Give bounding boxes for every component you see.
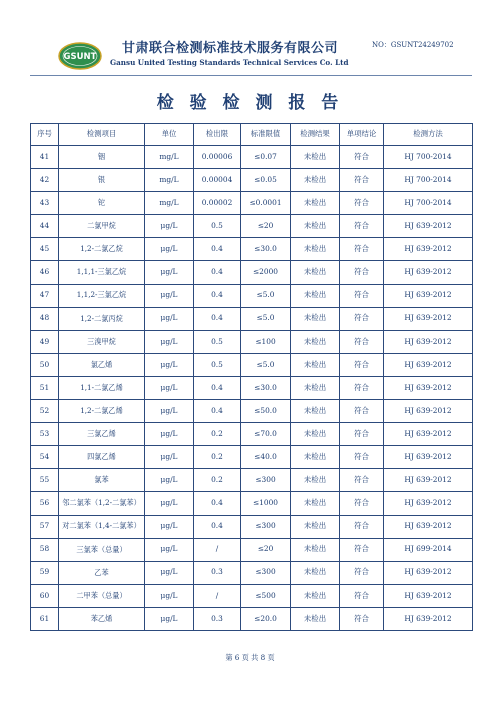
cell-item: 四氯乙烯 xyxy=(59,446,145,469)
column-header-limit: 检出限 xyxy=(194,124,241,146)
cell-unit: μg/L xyxy=(145,215,194,238)
cell-unit: μg/L xyxy=(145,469,194,492)
cell-no: 48 xyxy=(31,307,59,330)
cell-unit: μg/L xyxy=(145,607,194,630)
cell-item: 1,1,2-三氯乙烷 xyxy=(59,284,145,307)
cell-method: HJ 639-2012 xyxy=(384,400,473,423)
cell-result: 未检出 xyxy=(291,515,340,538)
cell-conclusion: 符合 xyxy=(340,469,384,492)
cell-result: 未检出 xyxy=(291,307,340,330)
cell-method: HJ 639-2012 xyxy=(384,469,473,492)
cell-unit: μg/L xyxy=(145,330,194,353)
cell-item: 1,2-二氯乙烯 xyxy=(59,400,145,423)
cell-no: 58 xyxy=(31,538,59,561)
cell-no: 45 xyxy=(31,238,59,261)
column-header-result: 检测结果 xyxy=(291,124,340,146)
table-row xyxy=(31,515,473,538)
cell-limit: 0.4 xyxy=(194,400,241,423)
column-header-unit: 单位 xyxy=(145,124,194,146)
logo-text: GSUNT xyxy=(63,52,97,62)
cell-item: 铟 xyxy=(59,146,145,169)
cell-limit: 0.4 xyxy=(194,492,241,515)
company-name-english: Gansu United Testing Standards Technical Services Co. Ltd xyxy=(110,58,349,67)
cell-conclusion: 符合 xyxy=(340,607,384,630)
column-header-method: 检测方法 xyxy=(384,124,473,146)
cell-standard: ≤5.0 xyxy=(241,307,291,330)
cell-no: 60 xyxy=(31,584,59,607)
table-row xyxy=(31,446,473,469)
cell-unit: μg/L xyxy=(145,284,194,307)
cell-limit: 0.5 xyxy=(194,330,241,353)
cell-item: 铊 xyxy=(59,192,145,215)
document-title: 检 验 检 测 报 告 xyxy=(156,93,344,113)
cell-no: 54 xyxy=(31,446,59,469)
results-table xyxy=(30,123,473,631)
table-row xyxy=(31,215,473,238)
cell-conclusion: 符合 xyxy=(340,376,384,399)
table-row xyxy=(31,307,473,330)
cell-conclusion: 符合 xyxy=(340,284,384,307)
cell-conclusion: 符合 xyxy=(340,330,384,353)
table-row xyxy=(31,146,473,169)
cell-result: 未检出 xyxy=(291,146,340,169)
cell-standard: ≤20 xyxy=(241,215,291,238)
cell-standard: ≤30.0 xyxy=(241,376,291,399)
cell-limit: 0.4 xyxy=(194,515,241,538)
cell-result: 未检出 xyxy=(291,446,340,469)
cell-result: 未检出 xyxy=(291,261,340,284)
cell-unit: μg/L xyxy=(145,538,194,561)
cell-standard: ≤300 xyxy=(241,469,291,492)
cell-limit: 0.00004 xyxy=(194,169,241,192)
results-table-body xyxy=(31,146,473,631)
cell-method: HJ 639-2012 xyxy=(384,238,473,261)
cell-limit: 0.4 xyxy=(194,261,241,284)
cell-standard: ≤0.0001 xyxy=(241,192,291,215)
cell-method: HJ 699-2014 xyxy=(384,538,473,561)
cell-limit: 0.3 xyxy=(194,561,241,584)
cell-limit: 0.00006 xyxy=(194,146,241,169)
cell-limit: 0.4 xyxy=(194,376,241,399)
cell-standard: ≤100 xyxy=(241,330,291,353)
cell-item: 银 xyxy=(59,169,145,192)
header-divider xyxy=(30,75,472,76)
cell-method: HJ 639-2012 xyxy=(384,492,473,515)
column-header-standard: 标准限值 xyxy=(241,124,291,146)
table-row xyxy=(31,423,473,446)
cell-limit: 0.4 xyxy=(194,238,241,261)
table-row xyxy=(31,376,473,399)
column-header-item: 检测项目 xyxy=(59,124,145,146)
cell-result: 未检出 xyxy=(291,192,340,215)
cell-conclusion: 符合 xyxy=(340,146,384,169)
cell-item: 三氯苯（总量） xyxy=(59,538,145,561)
cell-unit: μg/L xyxy=(145,515,194,538)
cell-limit: 0.4 xyxy=(194,307,241,330)
cell-standard: ≤300 xyxy=(241,561,291,584)
cell-limit: 0.2 xyxy=(194,423,241,446)
cell-standard: ≤300 xyxy=(241,515,291,538)
cell-method: HJ 639-2012 xyxy=(384,330,473,353)
cell-item: 邻二氯苯（1,2-二氯苯） xyxy=(59,492,145,515)
table-row xyxy=(31,169,473,192)
table-row xyxy=(31,261,473,284)
cell-method: HJ 639-2012 xyxy=(384,561,473,584)
cell-result: 未检出 xyxy=(291,538,340,561)
cell-standard: ≤20 xyxy=(241,538,291,561)
cell-standard: ≤2000 xyxy=(241,261,291,284)
cell-conclusion: 符合 xyxy=(340,238,384,261)
cell-conclusion: 符合 xyxy=(340,261,384,284)
cell-method: HJ 639-2012 xyxy=(384,607,473,630)
table-row xyxy=(31,192,473,215)
cell-conclusion: 符合 xyxy=(340,400,384,423)
cell-method: HJ 700-2014 xyxy=(384,192,473,215)
cell-method: HJ 639-2012 xyxy=(384,584,473,607)
cell-no: 41 xyxy=(31,146,59,169)
cell-conclusion: 符合 xyxy=(340,515,384,538)
cell-unit: μg/L xyxy=(145,492,194,515)
cell-standard: ≤0.07 xyxy=(241,146,291,169)
cell-item: 1,2-二氯丙烷 xyxy=(59,307,145,330)
cell-limit: 0.5 xyxy=(194,353,241,376)
cell-unit: μg/L xyxy=(145,400,194,423)
cell-method: HJ 639-2012 xyxy=(384,307,473,330)
cell-unit: mg/L xyxy=(145,146,194,169)
cell-unit: μg/L xyxy=(145,446,194,469)
cell-limit: 0.5 xyxy=(194,215,241,238)
cell-conclusion: 符合 xyxy=(340,307,384,330)
table-row xyxy=(31,353,473,376)
cell-no: 61 xyxy=(31,607,59,630)
cell-no: 49 xyxy=(31,330,59,353)
table-row xyxy=(31,238,473,261)
table-row xyxy=(31,538,473,561)
table-row xyxy=(31,330,473,353)
cell-standard: ≤1000 xyxy=(241,492,291,515)
cell-standard: ≤30.0 xyxy=(241,238,291,261)
cell-no: 46 xyxy=(31,261,59,284)
cell-conclusion: 符合 xyxy=(340,538,384,561)
cell-limit: 0.2 xyxy=(194,469,241,492)
report-number: NO：GSUNT24249702 xyxy=(372,41,454,49)
cell-no: 43 xyxy=(31,192,59,215)
cell-result: 未检出 xyxy=(291,215,340,238)
cell-unit: μg/L xyxy=(145,353,194,376)
cell-item: 二氯甲烷 xyxy=(59,215,145,238)
cell-item: 对二氯苯（1,4-二氯苯） xyxy=(59,515,145,538)
cell-result: 未检出 xyxy=(291,492,340,515)
cell-method: HJ 639-2012 xyxy=(384,515,473,538)
cell-no: 42 xyxy=(31,169,59,192)
cell-item: 氯乙烯 xyxy=(59,353,145,376)
table-row xyxy=(31,284,473,307)
cell-limit: 0.00002 xyxy=(194,192,241,215)
cell-standard: ≤0.05 xyxy=(241,169,291,192)
cell-method: HJ 639-2012 xyxy=(384,446,473,469)
cell-unit: μg/L xyxy=(145,238,194,261)
cell-method: HJ 639-2012 xyxy=(384,261,473,284)
cell-standard: ≤40.0 xyxy=(241,446,291,469)
cell-conclusion: 符合 xyxy=(340,492,384,515)
cell-item: 氯苯 xyxy=(59,469,145,492)
cell-result: 未检出 xyxy=(291,469,340,492)
cell-result: 未检出 xyxy=(291,376,340,399)
table-row xyxy=(31,400,473,423)
cell-no: 47 xyxy=(31,284,59,307)
cell-unit: μg/L xyxy=(145,584,194,607)
cell-item: 苯乙烯 xyxy=(59,607,145,630)
cell-no: 59 xyxy=(31,561,59,584)
table-row xyxy=(31,561,473,584)
cell-unit: mg/L xyxy=(145,169,194,192)
cell-result: 未检出 xyxy=(291,238,340,261)
cell-no: 55 xyxy=(31,469,59,492)
cell-no: 50 xyxy=(31,353,59,376)
cell-limit: / xyxy=(194,538,241,561)
cell-no: 52 xyxy=(31,400,59,423)
cell-limit: 0.2 xyxy=(194,446,241,469)
cell-result: 未检出 xyxy=(291,169,340,192)
cell-item: 三溴甲烷 xyxy=(59,330,145,353)
cell-standard: ≤500 xyxy=(241,584,291,607)
page-number: 第 6 页 共 8 页 xyxy=(225,653,275,662)
cell-result: 未检出 xyxy=(291,607,340,630)
cell-conclusion: 符合 xyxy=(340,584,384,607)
cell-item: 三氯乙烯 xyxy=(59,423,145,446)
cell-unit: μg/L xyxy=(145,307,194,330)
cell-standard: ≤20.0 xyxy=(241,607,291,630)
table-row xyxy=(31,607,473,630)
cell-unit: μg/L xyxy=(145,561,194,584)
cell-result: 未检出 xyxy=(291,330,340,353)
column-header-no: 序号 xyxy=(31,124,59,146)
cell-unit: μg/L xyxy=(145,376,194,399)
cell-result: 未检出 xyxy=(291,561,340,584)
company-logo xyxy=(58,42,102,70)
cell-method: HJ 639-2012 xyxy=(384,376,473,399)
cell-method: HJ 639-2012 xyxy=(384,423,473,446)
cell-result: 未检出 xyxy=(291,353,340,376)
cell-result: 未检出 xyxy=(291,584,340,607)
cell-item: 1,1,1-三氯乙烷 xyxy=(59,261,145,284)
cell-result: 未检出 xyxy=(291,400,340,423)
cell-standard: ≤50.0 xyxy=(241,400,291,423)
cell-method: HJ 700-2014 xyxy=(384,146,473,169)
cell-unit: μg/L xyxy=(145,261,194,284)
cell-no: 57 xyxy=(31,515,59,538)
cell-method: HJ 639-2012 xyxy=(384,215,473,238)
cell-limit: 0.4 xyxy=(194,284,241,307)
table-row xyxy=(31,469,473,492)
table-row xyxy=(31,584,473,607)
cell-conclusion: 符合 xyxy=(340,561,384,584)
cell-result: 未检出 xyxy=(291,284,340,307)
cell-conclusion: 符合 xyxy=(340,169,384,192)
cell-item: 1,1-二氯乙烯 xyxy=(59,376,145,399)
cell-item: 乙苯 xyxy=(59,561,145,584)
table-row xyxy=(31,492,473,515)
column-header-conclusion: 单项结论 xyxy=(340,124,384,146)
cell-standard: ≤5.0 xyxy=(241,353,291,376)
cell-standard: ≤5.0 xyxy=(241,284,291,307)
cell-limit: / xyxy=(194,584,241,607)
cell-unit: mg/L xyxy=(145,192,194,215)
cell-no: 51 xyxy=(31,376,59,399)
cell-no: 56 xyxy=(31,492,59,515)
cell-item: 1,2-二氯乙烷 xyxy=(59,238,145,261)
cell-conclusion: 符合 xyxy=(340,192,384,215)
cell-conclusion: 符合 xyxy=(340,353,384,376)
company-name-chinese: 甘肃联合检测标准技术服务有限公司 xyxy=(122,41,339,56)
cell-method: HJ 639-2012 xyxy=(384,284,473,307)
cell-conclusion: 符合 xyxy=(340,215,384,238)
cell-method: HJ 700-2014 xyxy=(384,169,473,192)
cell-result: 未检出 xyxy=(291,423,340,446)
cell-method: HJ 639-2012 xyxy=(384,353,473,376)
cell-standard: ≤70.0 xyxy=(241,423,291,446)
cell-unit: μg/L xyxy=(145,423,194,446)
cell-conclusion: 符合 xyxy=(340,423,384,446)
cell-no: 44 xyxy=(31,215,59,238)
cell-no: 53 xyxy=(31,423,59,446)
cell-limit: 0.3 xyxy=(194,607,241,630)
cell-conclusion: 符合 xyxy=(340,446,384,469)
cell-item: 二甲苯（总量） xyxy=(59,584,145,607)
table-header-row xyxy=(31,124,473,146)
